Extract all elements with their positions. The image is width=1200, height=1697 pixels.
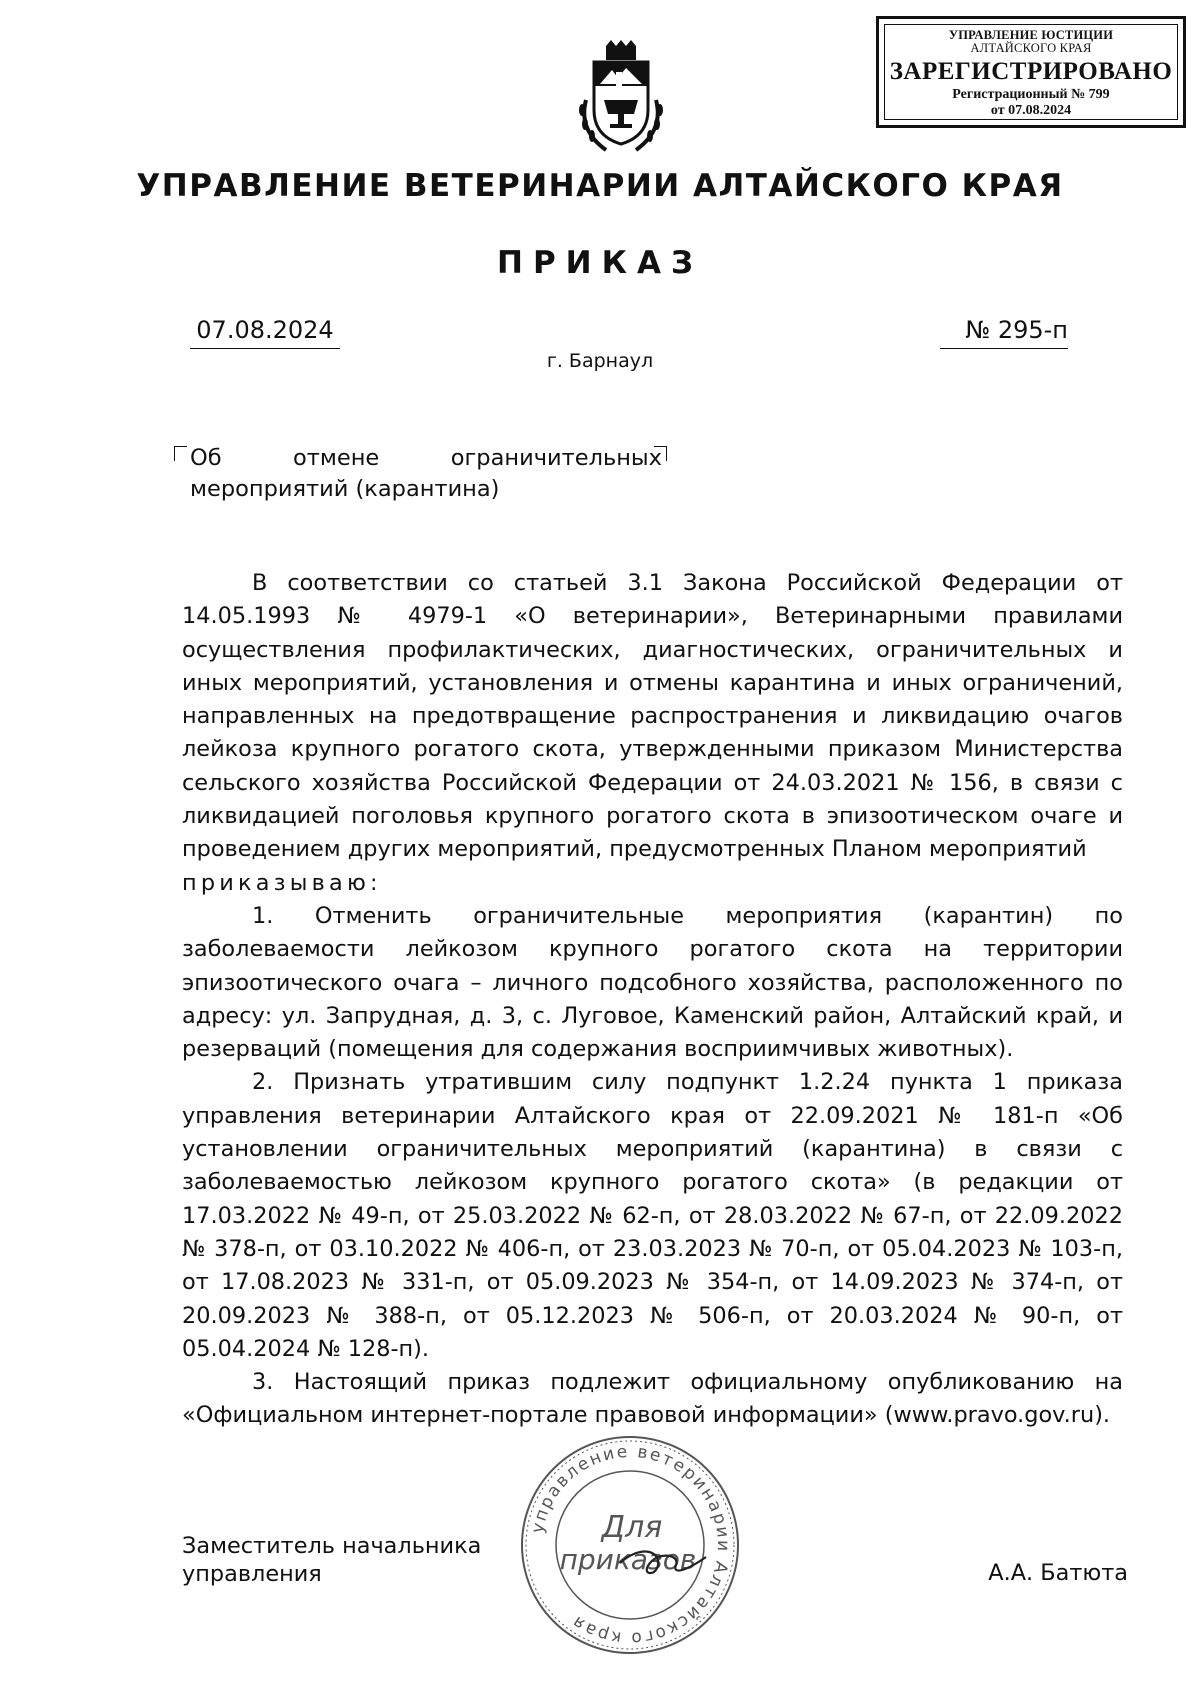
document-type: ПРИКАЗ <box>497 245 703 281</box>
order-body <box>182 567 1123 1433</box>
order-item-1: 1. Отменить ограничительные мероприятия (карантин) по заболеваемости лейкозом крупного рогатого скота на территории эпизоотического очага – личного подсобного хозяйства, расположенного по адресу: ул. Запрудная, д. 3, с. Луговое, Каменский район, Алтайский край, и резерваций (помещения для содержания восприимчивых животных). <box>182 902 1123 1063</box>
order-item-3: 3. Настоящий приказ подлежит официальному опубликованию на «Официальном интернет-портале правовой информации» (www.pravo.gov.ru). <box>182 1369 1123 1429</box>
agency-name: УПРАВЛЕНИЕ ВЕТЕРИНАРИИ АЛТАЙСКОГО КРАЯ <box>136 168 1064 204</box>
issue-city: г. Барнаул <box>546 350 654 372</box>
order-subject: Об отмене ограничительных мероприятий (карантина) <box>190 445 662 502</box>
registration-stamp <box>876 16 1186 128</box>
order-date: 07.08.2024 <box>190 316 340 349</box>
seal-center-line1: Для <box>601 1510 663 1545</box>
stamp-reg-date: от 07.08.2024 <box>990 103 1072 118</box>
official-seal <box>510 1425 750 1665</box>
order-number: № 295-п <box>940 316 1068 349</box>
seal-center-line2: приказов <box>559 1543 697 1576</box>
signatory-name: А.А. Батюта <box>988 1560 1128 1586</box>
coat-of-arms-emblem <box>566 40 676 160</box>
stamp-status: ЗАРЕГИСТРИРОВАНО <box>889 58 1173 85</box>
signatory-title: Заместитель начальника управления <box>182 1533 482 1587</box>
order-item-2: 2. Признать утратившим силу подпункт 1.2.24 пункта 1 приказа управления ветеринарии Алтайского края от 22.09.2021 № 181-п «Об установлении ограничительных мероприятий (карантина) в связи с заболеваемостью лейкозом крупного рогатого скота» (в редакции от 17.03.2022 № 49-п, от 25.03.2022 № 62-п, от 28.03.2022 № 67-п, от 22.09.2022 № 378-п, от 03.10.2022 № 406-п, от 23.03.2023 № 70-п, от 05.04.2023 № 103-п, от 17.08.2023 № 331-п, от 05.09.2023 № 354-п, от 14.09.2023 № 374-п, от 20.09.2023 № 388-п, от 05.12.2023 № 506-п, от 20.03.2024 № 90-п, от 05.04.2024 № 128-п). <box>182 1069 1123 1362</box>
stamp-reg-number: Регистрационный № 799 <box>952 87 1110 102</box>
preamble-paragraph: В соответствии со статьей 3.1 Закона Российской Федерации от 14.05.1993 № 4979-1 «О ветеринарии», Ветеринарными правилами осуществления профилактических, диагностических, ограничительных и иных мероприятий, установления и отмены карантина и иных ограничений, направленных на предотвращение распространения и ликвидацию очагов лейкоза крупного рогатого скота, утвержденными приказом Министерства сельского хозяйства Российской Федерации от 24.03.2021 № 156, в связи с ликвидацией поголовья крупного рогатого скота в эпизоотическом очаге и проведением других мероприятий, предусмотренных Планом мероприятий <box>182 570 1123 863</box>
seal-ring-text: управление ветеринарии Алтайского края <box>527 1441 734 1649</box>
stamp-authority-line1: УПРАВЛЕНИЕ ЮСТИЦИИ <box>948 28 1114 42</box>
stamp-authority-line2: АЛТАЙСКОГО КРАЯ <box>970 41 1092 55</box>
order-word: приказываю: <box>182 869 382 896</box>
subject-bracket-left <box>174 446 187 461</box>
